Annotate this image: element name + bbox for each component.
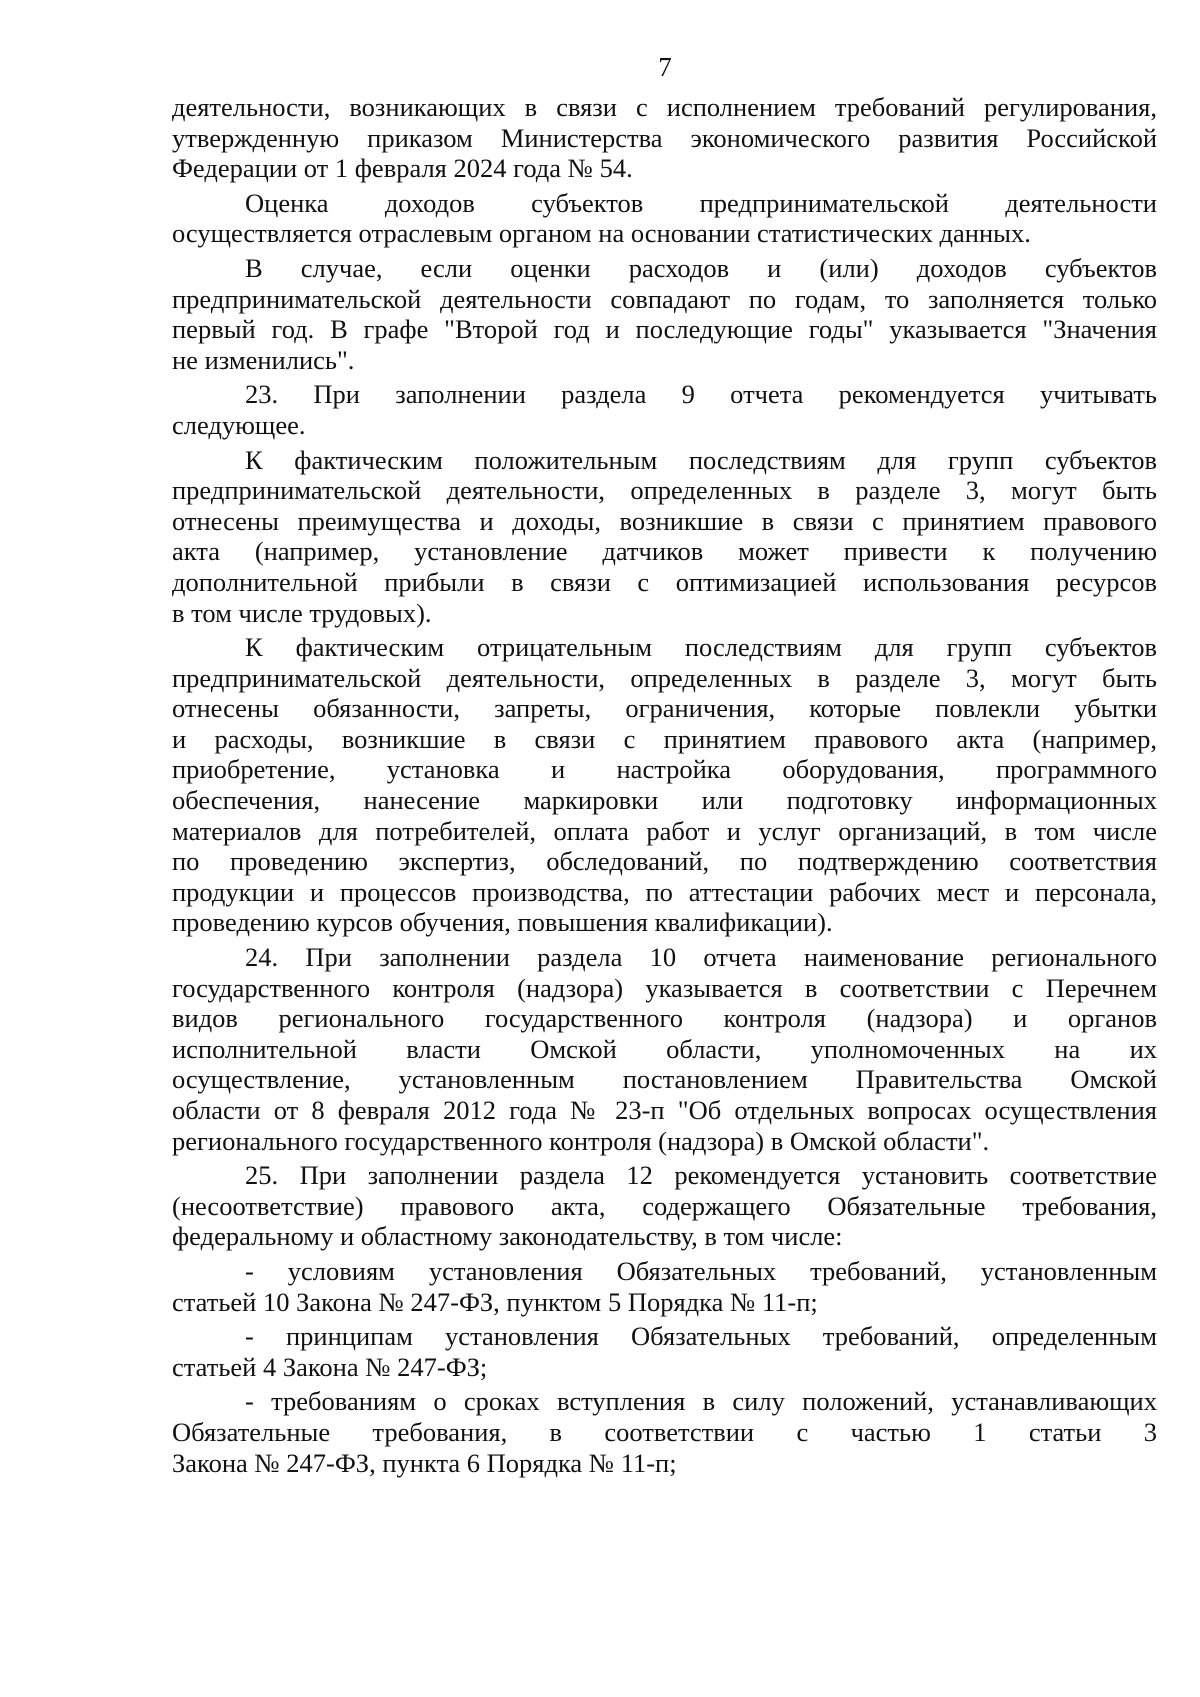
document-body [172,92,1157,1482]
paragraph [172,1160,1157,1252]
text-line: деятельности, возникающих в связи с исполнением требований регулирования, [172,92,1157,122]
paragraph [172,253,1157,375]
text-line: осуществляется отраслевым органом на основании статистических данных. [172,218,1031,249]
paragraph [172,632,1157,938]
paragraph [172,188,1157,249]
text-line: Закона № 247-ФЗ, пункта 6 Порядка № 11-п; [172,1447,677,1478]
text-line: К фактическим положительным последствиям для групп субъектов [245,444,1157,475]
text-line: статьей 10 Закона № 247-ФЗ, пунктом 5 Порядка № 11-п; [172,1286,818,1317]
text-line: дополнительной прибыли в связи с оптимизацией использования ресурсов [172,566,1157,597]
text-line: в том числе трудовых). [172,597,432,628]
text-line: исполнительной власти Омской области, уполномоченных на их [172,1033,1157,1064]
text-line: Федерации от 1 февраля 2024 года № 54. [172,153,633,184]
text-line: предпринимательской деятельности, определенных в разделе 3, могут быть [172,662,1157,693]
text-line: 23. При заполнении раздела 9 отчета рекомендуется учитывать [245,379,1157,410]
text-line: по проведению экспертиз, обследований, по подтверждению соответствия [172,846,1157,877]
page-number: 7 [658,52,672,82]
text-line: государственного контроля (надзора) указывается в соответствии с Перечнем [172,972,1157,1003]
paragraph [172,92,1157,184]
text-line: Оценка доходов субъектов предпринимательской деятельности [245,187,1157,218]
text-line: отнесены преимущества и доходы, возникшие в связи с принятием правового [172,505,1157,536]
paragraph [172,379,1157,440]
text-line: не изменились". [172,344,355,375]
text-line: К фактическим отрицательным последствиям для групп субъектов [245,632,1157,663]
text-line: видов регионального государственного контроля (надзора) и органов [172,1003,1157,1034]
text-line: предпринимательской деятельности совпадают по годам, то заполняется только [172,283,1157,314]
text-line: 24. При заполнении раздела 10 отчета наименование регионального [245,942,1157,973]
paragraph [172,942,1157,1156]
text-line: осуществление, установленным постановлением Правительства Омской [172,1064,1157,1095]
text-line: В случае, если оценки расходов и (или) доходов субъектов [245,252,1157,283]
text-line: - принципам установления Обязательных требований, определенным [245,1321,1157,1352]
text-line: материалов для потребителей, оплата работ и услуг организаций, в том числе [172,815,1157,846]
text-line: следующее. [172,409,306,440]
text-line: предпринимательской деятельности, определенных в разделе 3, могут быть [172,475,1157,506]
text-line: - требованиям о сроках вступления в силу положений, устанавливающих [245,1386,1157,1417]
text-line: - условиям установления Обязательных требований, установленным [245,1255,1157,1286]
text-line: области от 8 февраля 2012 года № 23-п "Об отдельных вопросах осуществления [172,1095,1157,1125]
text-line: 25. При заполнении раздела 12 рекомендуется установить соответствие [245,1160,1157,1191]
text-line: акта (например, установление датчиков может привести к получению [172,536,1157,567]
paragraph [172,1321,1157,1382]
paragraph [172,445,1157,629]
text-line: статьей 4 Закона № 247-ФЗ; [172,1351,488,1382]
text-line: отнесены обязанности, запреты, ограничения, которые повлекли убытки [172,693,1157,724]
paragraph [172,1256,1157,1317]
text-line: первый год. В графе "Второй год и последующие годы" указывается "Значения [172,314,1157,345]
paragraph [172,1386,1157,1478]
text-line: и расходы, возникшие в связи с принятием правового акта (например, [172,723,1157,754]
text-line: Обязательные требования, в соответствии с частью 1 статьи 3 [172,1416,1157,1447]
text-line: продукции и процессов производства, по аттестации рабочих мест и персонала, [172,876,1157,907]
text-line: проведению курсов обучения, повышения квалификации). [172,907,833,938]
text-line: регионального государственного контроля (надзора) в Омской области". [172,1125,990,1156]
text-line: федеральному и областному законодательству, в том числе: [172,1221,843,1252]
text-line: приобретение, установка и настройка оборудования, программного [172,754,1157,785]
text-line: (несоответствие) правового акта, содержащего Обязательные требования, [172,1190,1157,1221]
text-line: утвержденную приказом Министерства экономического развития Российской [172,122,1157,153]
text-line: обеспечения, нанесение маркировки или подготовку информационных [172,785,1157,816]
